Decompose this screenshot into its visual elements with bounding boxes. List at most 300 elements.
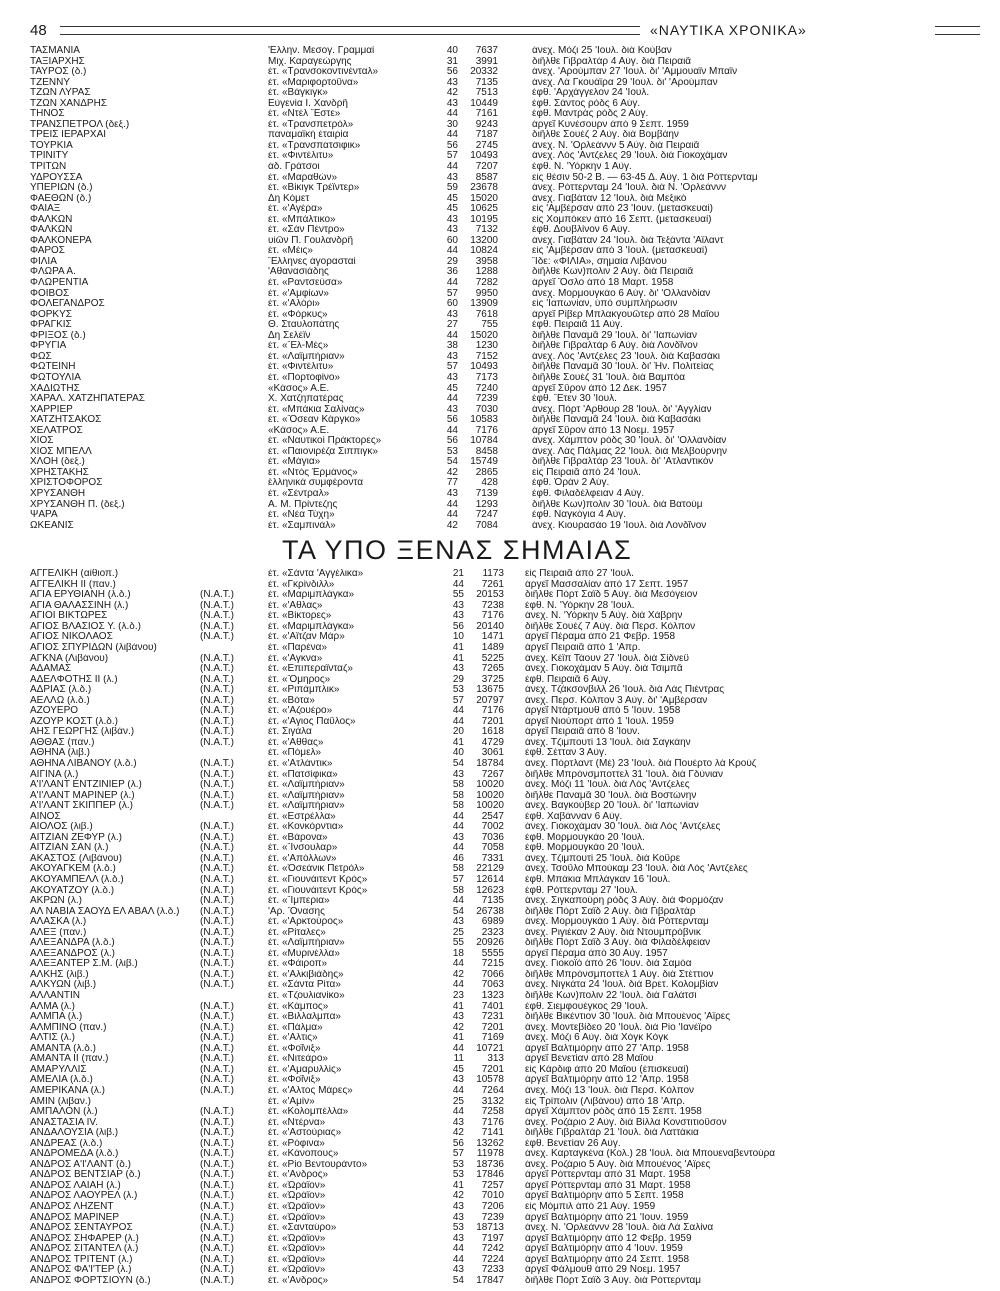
ship-registry: (Ν.Α.Τ.) bbox=[200, 685, 234, 696]
ship-registry: (Ν.Α.Τ.) bbox=[200, 632, 234, 643]
ship-status: ἀνεχ. Χάμπτον ρόδς 30 'Ιουλ. δι' 'Ολλανδίαν bbox=[532, 436, 727, 447]
tonnage: 10784 bbox=[470, 436, 498, 447]
ship-status: ἀνεχ. Γιαβάταν 12 'Ιουλ. διὰ Μεξικό bbox=[532, 193, 687, 204]
build-year: 53 bbox=[446, 446, 458, 457]
ship-name: ΑΛΜΑ (λ.) bbox=[30, 1001, 76, 1012]
build-year: 41 bbox=[452, 1180, 464, 1191]
ship-name: ΑΓΙΑ ΘΑΛΑΣΣΙΝΗ (λ.) bbox=[30, 600, 129, 611]
ship-owner: 'Ελλην. Μεσογ. Γραμμαί bbox=[268, 46, 375, 56]
ship-owner: ἑτ. «'Αγέρα» bbox=[268, 204, 323, 215]
build-year: 58 bbox=[452, 864, 464, 875]
ship-status: ἀργεῖ Φάλμουθ ἀπὸ 29 Νοεμ. 1957 bbox=[525, 1265, 681, 1276]
ship-owner: ἑτ. «Λαϊμπήριαν» bbox=[268, 938, 345, 949]
ship-owner: ἑτ. «Μπάλτικο» bbox=[268, 214, 336, 225]
tonnage: 7201 bbox=[481, 716, 504, 727]
build-year: 44 bbox=[452, 579, 464, 590]
ship-owner: ἑτ. «Βάρονα» bbox=[268, 832, 328, 843]
ship-name: ΑΓΓΕΛΙΚΗ (αἰθιοπ.) bbox=[30, 569, 119, 580]
ship-owner: ἑτ. «Λαϊμπήριαν» bbox=[268, 351, 345, 362]
ship-status: ἐφθ. Μαντράς ρόδς 2 Αὐγ. bbox=[532, 109, 649, 120]
ship-name: ΑΘΘΑΣ (παν.) bbox=[30, 737, 95, 748]
tonnage: 12623 bbox=[476, 885, 504, 896]
tonnage: 13909 bbox=[470, 299, 498, 310]
ship-name: ΑΙΓΙΝΑ (λ.) bbox=[30, 769, 79, 780]
ship-name: ΑΝΔΡΕΑΣ (λ.δ.) bbox=[30, 1138, 103, 1149]
ship-status: ἀργεῖ Βαλτιμόρην ἀπὸ 24 Σεπτ. 1958 bbox=[525, 1254, 690, 1265]
ship-status: ἐφθ. Ναγκόγια 4 Αὐγ. bbox=[532, 510, 626, 521]
ship-status: ἀργεῖ Ρόττερνταμ ἀπὸ 31 Μαρτ. 1958 bbox=[525, 1180, 691, 1191]
build-year: 44 bbox=[452, 716, 464, 727]
tonnage: 7401 bbox=[481, 1001, 504, 1012]
build-year: 10 bbox=[452, 632, 464, 643]
ship-status: ἀνεχ. Βαγκούβερ 20 'Ιουλ. δι' 'Ιαπωνίαν bbox=[525, 801, 699, 812]
ship-name: ΑΔΕΛΦΟΤΗΣ ΙΙ (λ.) bbox=[30, 674, 118, 685]
ship-status: διῆλθε Μπρόνσμποττελ 1 Αὐγ. διὰ Στέττιον bbox=[525, 969, 714, 980]
build-year: 45 bbox=[452, 1064, 464, 1075]
tonnage: 2745 bbox=[475, 140, 498, 151]
ship-owner: ἑτ. «Βίκιγκ Τρέϊντερ» bbox=[268, 183, 360, 194]
tonnage: 20332 bbox=[470, 67, 498, 78]
ship-status: ἐφθ. Πειραιᾶ 6 Αὐγ. bbox=[525, 674, 611, 685]
ship-name: ΦΩΤΟΥΛΙΑ bbox=[30, 372, 81, 383]
tonnage: 7002 bbox=[481, 822, 504, 833]
build-year: 57 bbox=[446, 151, 458, 162]
tonnage: 2323 bbox=[481, 927, 504, 938]
tonnage: 7176 bbox=[481, 706, 504, 717]
build-year: 53 bbox=[452, 685, 464, 696]
ship-row bbox=[20, 1128, 980, 1139]
ship-row bbox=[20, 833, 980, 844]
ship-owner: υἱῶν Π. Γουλανδρῆ bbox=[268, 235, 354, 246]
build-year: 44 bbox=[452, 843, 464, 854]
ship-owner: Εὐγενία Ι. Χανδρῆ bbox=[268, 98, 348, 109]
ship-name: ΑΝΔΡΟΣ ΛΑΙΑΗ (λ.) bbox=[30, 1180, 121, 1191]
tonnage: 7084 bbox=[475, 520, 498, 531]
ship-owner: ἑτ. «Παρένα» bbox=[268, 642, 328, 653]
ship-status: διῆλθε Πὸρτ Σαϊδ 3 Αὐγ. διὰ Ρόττερνταμ bbox=[525, 1275, 702, 1286]
build-year: 44 bbox=[446, 162, 458, 173]
ship-row bbox=[20, 500, 980, 511]
tonnage: 7637 bbox=[475, 46, 498, 56]
ship-name: ΑΙΤΖΙΑΝ ΣΑΝ (λ.) bbox=[30, 843, 109, 854]
ship-status: ἐφθ. Ν. 'Υόρκην 28 'Ιουλ. bbox=[525, 600, 635, 611]
build-year: 58 bbox=[452, 790, 464, 801]
ship-owner: ἑτ. «Ὠράϊον» bbox=[268, 1201, 326, 1212]
ship-owner: ἑτ. «Πατσίφικα» bbox=[268, 769, 338, 780]
ship-name: ΑΛΜΠΙΝΟ (παν.) bbox=[30, 1022, 107, 1033]
build-year: 43 bbox=[446, 488, 458, 499]
tonnage: 10020 bbox=[476, 801, 504, 812]
ship-status: ἀνεχ. Μόζι 11 'Ιουλ. διὰ Λὸς 'Αντζελες bbox=[525, 780, 690, 791]
ship-row bbox=[20, 1191, 980, 1202]
tonnage: 7265 bbox=[481, 664, 504, 675]
ship-owner: Θ. Σταυλοπάτης bbox=[268, 320, 340, 331]
ship-name: ΦΑΛΚΩΝ bbox=[30, 214, 73, 225]
ship-name: ΑΓΙΑ ΕΡΥΘΙΑΝΗ (λ.δ.) bbox=[30, 590, 131, 601]
ship-name: ΑΛΕΞ (παν.) bbox=[30, 927, 87, 938]
ship-owner: ἑτ. «Φιντέλιτυ» bbox=[268, 362, 334, 373]
ship-row bbox=[20, 468, 980, 479]
tonnage: 10195 bbox=[470, 214, 498, 225]
ship-row bbox=[20, 843, 980, 854]
ship-owner: παναμαϊκὴ ἑταιρία bbox=[268, 130, 349, 141]
ship-row bbox=[20, 1075, 980, 1086]
header-rule-right bbox=[935, 26, 980, 35]
tonnage: 7187 bbox=[475, 130, 498, 141]
ship-row bbox=[20, 183, 980, 194]
ship-status: ἀνεχ. Κιουρασάο 19 'Ιουλ. διὰ Λονδῖνον bbox=[532, 520, 707, 531]
tonnage: 2865 bbox=[475, 467, 498, 478]
ship-name: ΑΓΙΟΙ ΒΙΚΤΩΡΕΣ bbox=[30, 611, 108, 622]
ship-row bbox=[20, 1044, 980, 1055]
ship-row bbox=[20, 706, 980, 717]
build-year: 46 bbox=[452, 853, 464, 864]
tonnage: 7233 bbox=[481, 1265, 504, 1276]
ship-owner: ἑτ. «Λαϊμπήριαν» bbox=[268, 801, 345, 812]
ship-status: διῆλθε Κων)πολιν 22 'Ιουλ. διὰ Γαλάτσι bbox=[525, 991, 697, 1002]
ship-owner: Δη Σελέϊν bbox=[268, 330, 311, 341]
ship-row bbox=[20, 738, 980, 749]
ship-row bbox=[20, 278, 980, 289]
ship-name: ΑΜΑΡΥΛΛΙΣ bbox=[30, 1064, 87, 1075]
ship-registry: (Ν.Α.Τ.) bbox=[200, 706, 234, 717]
ship-name: ΦΩΤΕΙΝΗ bbox=[30, 362, 76, 373]
ship-status: ἀνεχ. Τζιμπουτί 25 'Ιουλ. διὰ Κοῦρε bbox=[525, 853, 681, 864]
ship-row bbox=[20, 896, 980, 907]
ship-status: διῆλθε Πὸρτ Σαϊδ 3 Αὐγ. διὰ Φιλαδέλφειαν bbox=[525, 938, 711, 949]
ship-registry: (Ν.Α.Τ.) bbox=[200, 832, 234, 843]
ship-row bbox=[20, 717, 980, 728]
ship-name: ΤΑΞΙΑΡΧΗΣ bbox=[30, 56, 85, 67]
ship-owner: ἑτ. «'Αλτις» bbox=[268, 1033, 318, 1044]
ship-status: ἀνεχ. Πὸρτ 'Αρθουρ 28 'Ιουλ. δι' 'Αγγλίαν bbox=[532, 404, 712, 415]
ship-row bbox=[20, 194, 980, 205]
ship-name: ΑΛΜΠΑ (λ.) bbox=[30, 1012, 83, 1023]
tonnage: 7238 bbox=[481, 600, 504, 611]
build-year: 55 bbox=[452, 938, 464, 949]
build-year: 43 bbox=[452, 1117, 464, 1128]
build-year: 42 bbox=[452, 1191, 464, 1202]
ship-registry: (Ν.Α.Τ.) bbox=[200, 1265, 234, 1276]
ship-name: ΑΘΗΝΑ (λιβ.) bbox=[30, 748, 90, 759]
ship-status: ἐφθ. Ὀρὰν 2 Αὐγ. bbox=[532, 478, 610, 489]
ship-status: ἀργεῖ Νιούπορτ ἀπὸ 1 'Ιουλ. 1959 bbox=[525, 716, 674, 727]
ship-name: ΑΝΔΡΟΣ ΣΕΝΤΑΥΡΟΣ bbox=[30, 1223, 133, 1234]
ship-name: ΧΡΙΣΤΟΦΟΡΟΣ bbox=[30, 478, 103, 489]
ship-name: ΤΡΙΤΩΝ bbox=[30, 162, 67, 173]
tonnage: 5225 bbox=[481, 653, 504, 664]
ship-owner: ἑτ. «'Αγκνα» bbox=[268, 653, 323, 664]
ship-status: ἐφθ. Μορμουγκάο 20 'Ιουλ. bbox=[525, 843, 645, 854]
build-year: 44 bbox=[446, 330, 458, 341]
ship-name: ΑΝΔΡΟΣ Α'Ι'ΛΑΝΤ (δ.) bbox=[30, 1159, 131, 1170]
ship-registry: (Ν.Α.Τ.) bbox=[200, 1244, 234, 1255]
ship-row bbox=[20, 907, 980, 918]
ship-name: ΑΛΤΙΣ (λ.) bbox=[30, 1033, 75, 1044]
ship-status: εἰς Χομπόκεν ἀπὸ 16 Σεπτ. (μετασκευαί) bbox=[532, 214, 712, 225]
tonnage: 7239 bbox=[481, 1212, 504, 1223]
ship-row bbox=[20, 938, 980, 949]
build-year: 55 bbox=[452, 590, 464, 601]
ship-status: εἰς Πειραιᾶ ἀπὸ 24 'Ιουλ. bbox=[532, 467, 641, 478]
build-year: 44 bbox=[452, 1107, 464, 1118]
ship-status: διῆλθε Σουέζ 7 Αὐγ. διὰ Περσ. Κόλπον bbox=[525, 621, 696, 632]
build-year: 21 bbox=[452, 569, 464, 580]
ship-name: ΑΛΚΗΣ (λιβ.) bbox=[30, 969, 89, 980]
ship-status: ἀργεῖ Σῦρον ἀπὸ 12 Δεκ. 1957 bbox=[532, 383, 667, 394]
ship-row bbox=[20, 1223, 980, 1234]
ship-registry: (Ν.Α.Τ.) bbox=[200, 864, 234, 875]
ship-name: ΤΑΥΡΟΣ (δ.) bbox=[30, 67, 87, 78]
tonnage: 7201 bbox=[481, 1022, 504, 1033]
ship-registry: (Ν.Α.Τ.) bbox=[200, 1043, 234, 1054]
ship-status: ἀνεχ. Πόρτλαντ (Μὲ) 23 'Ιουλ. διὰ Πουέρτο λὰ Κρούζ bbox=[525, 759, 757, 769]
build-year: 43 bbox=[452, 1212, 464, 1223]
ship-name: ΧΑΡΑΛ. ΧΑΤΖΗΠΑΤΕΡΑΣ bbox=[30, 394, 145, 405]
ship-registry: (Ν.Α.Τ.) bbox=[200, 674, 234, 685]
build-year: 57 bbox=[452, 1149, 464, 1160]
ship-row bbox=[20, 1276, 980, 1287]
ship-owner: ἑτ. «'Αμφίων» bbox=[268, 288, 329, 299]
tonnage: 10824 bbox=[470, 246, 498, 257]
ship-owner: ἑτ. «Βάγκιγκ» bbox=[268, 88, 328, 99]
ship-registry: (Ν.Α.Τ.) bbox=[200, 906, 234, 917]
ship-status: ἀνεχ. Ν. 'Ορλεάννν 5 Αὐγ. διὰ Πειραιᾶ bbox=[532, 140, 700, 151]
ship-owner: 'Αθανασιάδης bbox=[268, 267, 329, 278]
ship-name: ΤΑΣΜΑΝΙΑ bbox=[30, 46, 80, 56]
ship-row bbox=[20, 289, 980, 300]
build-year: 41 bbox=[452, 737, 464, 748]
ship-status: ἀνεχ. Κέϊπ Τάουν 27 'Ιουλ. διὰ Σίδνεϋ bbox=[525, 653, 689, 664]
build-year: 43 bbox=[452, 1265, 464, 1276]
ship-registry: (Ν.Α.Τ.) bbox=[200, 590, 234, 601]
ship-row bbox=[20, 489, 980, 500]
ship-owner: ἑτ. «Τρανσπατσιφικ» bbox=[268, 140, 361, 151]
ship-status: ἀργεῖ Βαλτιμόρην ἀπὸ 27 'Απρ. 1958 bbox=[525, 1043, 689, 1054]
ship-registry: (Ν.Α.Τ.) bbox=[200, 1064, 234, 1075]
ship-status: ἀργεῖ Βαλτιμόρην ἀπὸ 4 'Ιουν. 1959 bbox=[525, 1244, 683, 1255]
ship-name: ΧΕΛΑΤΡΟΣ bbox=[30, 425, 83, 436]
build-year: 44 bbox=[452, 896, 464, 907]
ship-row bbox=[20, 162, 980, 173]
ship-registry: (Ν.Α.Τ.) bbox=[200, 790, 234, 801]
ship-name: ΑΛΕΞΑΝΤΕΡ Σ.Μ. (λιβ.) bbox=[30, 959, 138, 970]
ship-registry: (Ν.Α.Τ.) bbox=[200, 969, 234, 980]
tonnage: 6989 bbox=[481, 917, 504, 928]
ship-owner: ἑτ. «'Αζουέρο» bbox=[268, 706, 333, 717]
tonnage: 7169 bbox=[481, 1033, 504, 1044]
tonnage: 7242 bbox=[481, 1244, 504, 1255]
tonnage: 15020 bbox=[470, 193, 498, 204]
build-year: 36 bbox=[446, 267, 458, 278]
ship-row bbox=[20, 1118, 980, 1129]
tonnage: 7239 bbox=[475, 394, 498, 405]
ship-row bbox=[20, 675, 980, 686]
ship-name: ΦΙΛΙΑ bbox=[30, 256, 57, 267]
ship-owner: Χ. Χατζηπατέρας bbox=[268, 394, 344, 405]
ship-row bbox=[20, 569, 980, 580]
ship-status: ἀνεχ. Ν. 'Υόρκην 5 Αὐγ. διὰ Χάβρην bbox=[525, 611, 683, 622]
header-rule-left bbox=[60, 26, 640, 35]
ship-owner: ἑτ. «Φιντέλιτυ» bbox=[268, 151, 334, 162]
build-year: 43 bbox=[446, 351, 458, 362]
ship-status: διῆλθε Παναμᾶ 29 'Ιουλ. δι' 'Ιαπωνίαν bbox=[532, 330, 697, 341]
ship-status: ἀνεχ. Ροζάριο 5 Αὐγ. διὰ Μπουένος 'Αϊρες bbox=[525, 1159, 711, 1170]
ship-registry: (Ν.Α.Τ.) bbox=[200, 875, 234, 886]
ship-row bbox=[20, 1149, 980, 1160]
ship-name: Α'Ι'ΛΑΝΤ ΕΝΤΖΙΝΙΕΡ (λ.) bbox=[30, 780, 142, 791]
ship-status: ἀνεχ. Μόζι 6 Αὐγ. διὰ Χὸγκ Κὸγκ bbox=[525, 1033, 669, 1044]
ship-row bbox=[20, 362, 980, 373]
ship-row bbox=[20, 1181, 980, 1192]
ship-name: ΑΚΟΥΑΤΖΟΥ (λ.δ.) bbox=[30, 885, 115, 896]
ship-name: ΑΜΙΝ (λιβαν.) bbox=[30, 1096, 91, 1107]
tonnage: 7197 bbox=[481, 1233, 504, 1244]
tonnage: 7058 bbox=[481, 843, 504, 854]
build-year: 57 bbox=[452, 695, 464, 706]
ship-name: ΑΓΓΕΛΙΚΗ ΙΙ (παν.) bbox=[30, 579, 116, 590]
ship-owner: ἑτ. «Ντὸς Ἑρμάνος» bbox=[268, 467, 358, 478]
ship-name: ΑΛΕΞΑΝΔΡΑ (λ.δ.) bbox=[30, 938, 115, 949]
ship-row bbox=[20, 1065, 980, 1076]
ship-owner: ἑτ. «'Απόλλων» bbox=[268, 853, 337, 864]
build-year: 57 bbox=[452, 875, 464, 886]
ship-row bbox=[20, 299, 980, 310]
tonnage: 1323 bbox=[481, 991, 504, 1002]
tonnage: 17847 bbox=[476, 1275, 504, 1286]
ship-name: ΑΖΟΥΡ ΚΟΣΤ (λ.δ.) bbox=[30, 716, 118, 727]
build-year: 44 bbox=[452, 959, 464, 970]
ship-status: ἀνεχ. Μορμουγκάο 6 Αὐγ. δι' 'Ολλανδίαν bbox=[532, 288, 711, 299]
ship-name: ΧΡΥΣΑΝΘΗ Π. (δεξ.) bbox=[30, 499, 125, 510]
ship-name: ΧΑΤΖΗΤΣΑΚΟΣ bbox=[30, 415, 102, 426]
ship-owner: ἑτ. «'Αγιος Παῦλος» bbox=[268, 716, 356, 727]
ship-owner: ἑτ. «Νιτεάρο» bbox=[268, 1054, 328, 1065]
ship-owner: ἑτ. «Νέα Τύχη» bbox=[268, 510, 335, 521]
ship-registry: (Ν.Α.Τ.) bbox=[200, 600, 234, 611]
ship-row bbox=[20, 246, 980, 257]
ship-status: ἐφθ. Μπάκια Μπλάγκαν 16 'Ιουλ. bbox=[525, 875, 671, 886]
ship-status: ἐφθ. Σάντος ρόδς 6 Αὐγ. bbox=[532, 98, 641, 109]
ship-row bbox=[20, 257, 980, 268]
ship-status: εἰς Μόμπιλ ἀπὸ 21 Αὐγ. 1959 bbox=[525, 1201, 656, 1212]
ship-owner: ἑτ. «Τρανσπετρόλ» bbox=[268, 119, 354, 130]
ship-owner: ἑτ. «Επιπεραϊνταζ» bbox=[268, 664, 353, 675]
ship-registry: (Ν.Α.Τ.) bbox=[200, 885, 234, 896]
ship-name: ΑΝΔΡΟΣ ΣΙΤΑΝΤΕΛ (λ.) bbox=[30, 1244, 139, 1255]
ship-name: ΑΛΚΥΩΝ (λιβ.) bbox=[30, 980, 97, 991]
build-year: 41 bbox=[452, 1033, 464, 1044]
tonnage: 17846 bbox=[476, 1170, 504, 1181]
tonnage: 8458 bbox=[475, 446, 498, 457]
tonnage: 7132 bbox=[475, 225, 498, 236]
ship-owner: ἑτ. «Κολομπέλλα» bbox=[268, 1107, 349, 1118]
tonnage: 7141 bbox=[481, 1128, 504, 1139]
ship-row bbox=[20, 1213, 980, 1224]
ship-owner: ἑτ. «Τρανσοκοντινένταλ» bbox=[268, 67, 379, 78]
ship-owner: ἑτ. «Εστρέλλα» bbox=[268, 811, 336, 822]
ship-owner: ἑτ. «Ραντσεύσα» bbox=[268, 278, 343, 289]
ship-status: διῆλθε Μπρόνσμποττελ 31 'Ιουλ. διὰ Γδύνιαν bbox=[525, 769, 723, 780]
ship-owner: ἑτ. «Φοῖνιξ» bbox=[268, 1075, 321, 1086]
ship-status: ἀργεῖ Βαλτιμόρην ἀπὸ 12 Φεβρ. 1959 bbox=[525, 1233, 692, 1244]
ship-owner: Α. Μ. Πρίντεζης bbox=[268, 499, 338, 510]
ship-registry: (Ν.Α.Τ.) bbox=[200, 822, 234, 833]
ship-name: ΑΝΔΡΟΣ ΒΕΝΤΣΙΑΡ (δ.) bbox=[30, 1170, 141, 1181]
ship-name: ΑΕΛΛΩ (λ.δ.) bbox=[30, 695, 90, 706]
ship-owner: 'Αρ. Ὄνασης bbox=[268, 906, 325, 917]
ship-row bbox=[20, 1170, 980, 1181]
ship-name: ΦΡΙΞΟΣ (δ.) bbox=[30, 330, 86, 341]
tonnage: 1293 bbox=[475, 499, 498, 510]
ship-row bbox=[20, 864, 980, 875]
tonnage: 18713 bbox=[476, 1223, 504, 1234]
build-year: 44 bbox=[446, 130, 458, 141]
ship-row bbox=[20, 949, 980, 960]
ship-registry: (Ν.Α.Τ.) bbox=[200, 1107, 234, 1118]
ship-registry: (Ν.Α.Τ.) bbox=[200, 948, 234, 959]
ship-name: ΑΙΝΟΣ bbox=[30, 811, 61, 822]
tonnage: 7331 bbox=[481, 853, 504, 864]
ship-row bbox=[20, 696, 980, 707]
build-year: 43 bbox=[452, 600, 464, 611]
ship-status: ἀνεχ. Λὰ Γκουάϊρα 29 'Ιουλ. δι' 'Αρούμπαν bbox=[532, 77, 718, 88]
ship-owner: ἑτ. «Ἔλ-Μές» bbox=[268, 341, 329, 352]
ship-row bbox=[20, 1054, 980, 1065]
ship-status: διῆλθε Γιβραλτὰρ 6 Αὐγ. διὰ Λονδῖνον bbox=[532, 341, 698, 352]
journal-title: «ΝΑΥΤΙΚΑ ΧΡΟΝΙΚΑ» bbox=[650, 22, 807, 38]
ship-registry: (Ν.Α.Τ.) bbox=[200, 1054, 234, 1065]
ship-row bbox=[20, 928, 980, 939]
tonnage: 428 bbox=[481, 478, 498, 489]
ship-row bbox=[20, 457, 980, 468]
ship-status: ἀνεχ. Τσοῦλο Μπούκαμ 23 'Ιουλ. διὰ Λὸς 'Αντζελες bbox=[525, 864, 748, 875]
ship-name: ΦΡΑΓΚΙΣ bbox=[30, 320, 72, 331]
tonnage: 7258 bbox=[481, 1107, 504, 1118]
tonnage: 7240 bbox=[475, 383, 498, 394]
ship-row bbox=[20, 521, 980, 532]
ship-name: ΑΘΗΝΑ ΛΙΒΑΝΟΥ (λ.δ.) bbox=[30, 759, 137, 769]
tonnage: 7247 bbox=[475, 510, 498, 521]
page-number: 48 bbox=[30, 22, 47, 39]
greek-flag-ship-list bbox=[20, 46, 980, 531]
ship-owner: ἑτ. «'Αϊτζαν Μάρ» bbox=[268, 632, 345, 643]
ship-row bbox=[20, 727, 980, 738]
ship-status: διῆλθε Σουέζ 2 Αὐγ. διὰ Βομβάην bbox=[532, 130, 679, 141]
ship-status: ἐφθ. Μορμουγκάο 20 'Ιουλ. bbox=[525, 832, 645, 843]
ship-row bbox=[20, 580, 980, 591]
ship-name: Α'Ι'ΛΑΝΤ ΣΚΙΠΠΕΡ (λ.) bbox=[30, 801, 133, 812]
ship-owner: ἑτ. «'Αθθας» bbox=[268, 737, 324, 748]
build-year: 43 bbox=[452, 1012, 464, 1023]
tonnage: 13675 bbox=[476, 685, 504, 696]
ship-status: διῆλθε Παναμᾶ 30 'Ιουλ. διὰ Βοστώνην bbox=[525, 790, 697, 801]
tonnage: 9243 bbox=[475, 119, 498, 130]
build-year: 42 bbox=[452, 969, 464, 980]
ship-name: ΤΖΩΝ ΧΑΝΔΡΗΣ bbox=[30, 98, 108, 109]
tonnage: 10449 bbox=[470, 98, 498, 109]
build-year: 54 bbox=[452, 906, 464, 917]
ship-registry: (Ν.Α.Τ.) bbox=[200, 1085, 234, 1096]
ship-owner: ἀδ. Γράτσοι bbox=[268, 162, 320, 173]
ship-name: ΑΜΕΛΙΑ (λ.δ.) bbox=[30, 1075, 93, 1086]
ship-name: ΥΠΕΡΙΩΝ (δ.) bbox=[30, 183, 93, 194]
ship-owner: ἑτ. «'Αρκτούρος» bbox=[268, 917, 344, 928]
ship-name: ΧΑΡΡΙΕΡ bbox=[30, 404, 73, 415]
ship-registry: (Ν.Α.Τ.) bbox=[200, 1149, 234, 1160]
tonnage: 7264 bbox=[481, 1085, 504, 1096]
ship-status: ἀνεχ. Μόζι 25 'Ιουλ. διὰ Κούβαν bbox=[532, 46, 672, 56]
